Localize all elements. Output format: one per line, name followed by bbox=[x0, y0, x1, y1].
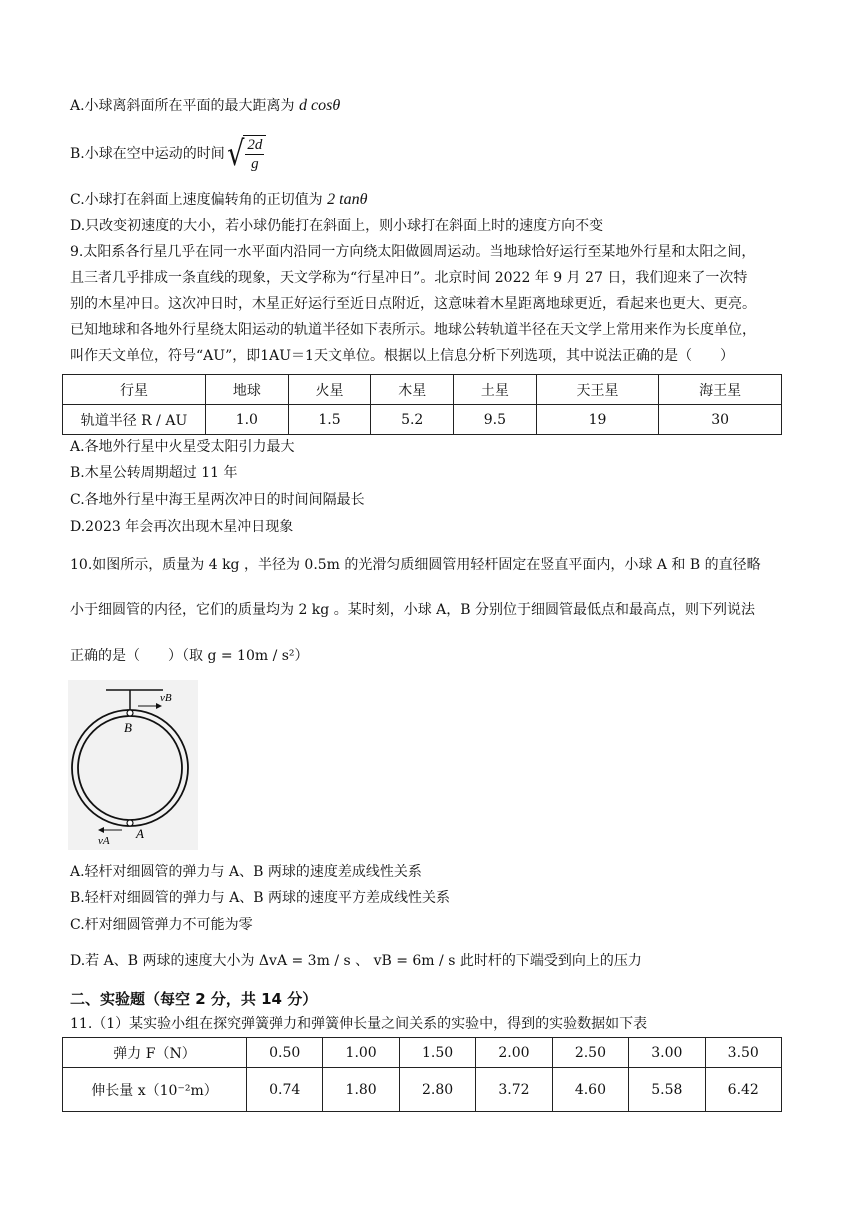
q9-option-a: A.各地外行星中火星受太阳引力最大 bbox=[70, 439, 295, 455]
table-header-cell: 行星 bbox=[63, 375, 206, 405]
table-cell: 3.72 bbox=[476, 1068, 552, 1112]
q10-option-b: B.轻杆对细圆管的弹力与 A、B 两球的速度平方差成线性关系 bbox=[70, 890, 451, 906]
table-cell: 4.60 bbox=[552, 1068, 628, 1112]
section-title: 二、实验题（每空 2 分，共 14 分） bbox=[70, 990, 318, 1008]
ball-a bbox=[127, 820, 133, 826]
q8-option-c-text: C.小球打在斜面上速度偏转角的正切值为 bbox=[70, 192, 323, 208]
q9-option-c: C.各地外行星中海王星两次冲日的时间间隔最长 bbox=[70, 492, 365, 508]
table-row bbox=[63, 1068, 782, 1112]
q9-stem-line: 已知地球和各地外行星绕太阳运动的轨道半径如下表所示。地球公转轨道半径在天文学上常用来作为长度单位， bbox=[70, 322, 756, 338]
table-header-cell: 火星 bbox=[288, 375, 371, 405]
q8-option-d: D.只改变初速度的大小，若小球仍能打在斜面上，则小球打在斜面上时的速度方向不变 bbox=[70, 218, 604, 234]
table-cell: 3.00 bbox=[629, 1038, 705, 1068]
q9-stem-line: 9.太阳系各行星几乎在同一水平面内沿同一方向绕太阳做圆周运动。当地球恰好运行至某地外行星和太阳之间， bbox=[70, 244, 756, 260]
q8-option-b-text: B.小球在空中运动的时间 bbox=[70, 146, 225, 162]
q9-stem-line: 且三者几乎排成一条直线的现象，天文学称为“行星冲日”。北京时间 2022 年 9 月 27 日，我们迎来了一次特 bbox=[70, 270, 748, 286]
q10-option-a: A.轻杆对细圆管的弹力与 A、B 两球的速度差成线性关系 bbox=[70, 864, 422, 880]
ball-b bbox=[127, 710, 133, 716]
q9-option-b: B.木星公转周期超过 11 年 bbox=[70, 465, 238, 481]
q8-option-c-formula: 2 tanθ bbox=[327, 191, 368, 208]
ball-b-label: B bbox=[124, 720, 132, 735]
q9-stem-line: 别的木星冲日。这次冲日时，木星正好运行至近日点附近，这意味着木星距离地球更近，看起来也更大、更亮。 bbox=[70, 296, 756, 312]
q8-option-a-text: A.小球离斜面所在平面的最大距离为 bbox=[70, 98, 295, 114]
table-cell: 2.00 bbox=[476, 1038, 552, 1068]
table-cell: 1.00 bbox=[323, 1038, 399, 1068]
q10-option-c: C.杆对细圆管弹力不可能为零 bbox=[70, 917, 253, 933]
table-row-label: 伸长量 x（10⁻²m） bbox=[63, 1068, 247, 1112]
table-cell: 0.74 bbox=[247, 1068, 323, 1112]
table-cell: 5.2 bbox=[371, 405, 454, 435]
q9-option-d: D.2023 年会再次出现木星冲日现象 bbox=[70, 519, 294, 535]
table-header-row bbox=[63, 375, 782, 405]
q11-stem-line: 11.（1）某实验小组在探究弹簧弹力和弹簧伸长量之间关系的实验中，得到的实验数据如下表 bbox=[70, 1016, 648, 1032]
q9-stem-line: 叫作天文单位，符号“AU”，即1AU＝1天文单位。根据以上信息分析下列选项，其中说法正确的是（ ） bbox=[70, 348, 734, 364]
table-cell: 1.80 bbox=[323, 1068, 399, 1112]
table-header-cell: 海王星 bbox=[659, 375, 782, 405]
planet-orbit-table bbox=[62, 374, 782, 435]
q10-stem-line: 正确的是（ ）（取 g = 10m / s²） bbox=[70, 648, 309, 664]
q10-option-d: D.若 A、B 两球的速度大小为 ΔvA = 3m / s 、 vB = 6m / s 此时杆的下端受到向上的压力 bbox=[70, 953, 642, 969]
table-row bbox=[63, 1038, 782, 1068]
table-header-cell: 天王星 bbox=[536, 375, 659, 405]
table-cell: 2.80 bbox=[399, 1068, 475, 1112]
table-header-cell: 土星 bbox=[454, 375, 537, 405]
table-cell: 6.42 bbox=[705, 1068, 781, 1112]
table-header-cell: 地球 bbox=[206, 375, 289, 405]
sqrt-formula: √ $\frac{2d}{g}$ bbox=[225, 135, 267, 173]
table-cell: 3.50 bbox=[705, 1038, 781, 1068]
q8-option-a bbox=[70, 96, 340, 116]
table-cell: 30 bbox=[659, 405, 782, 435]
q8-option-b bbox=[70, 132, 266, 176]
q10-stem-line: 小于细圆管的内径，它们的质量均为 2 kg 。某时刻，小球 A，B 分别位于细圆管最低点和最高点，则下列说法 bbox=[70, 602, 755, 618]
fraction-denominator: g bbox=[251, 156, 259, 172]
fraction-numerator: 2d bbox=[247, 137, 263, 153]
ring-tube-figure bbox=[68, 680, 198, 850]
spring-data-table bbox=[62, 1037, 782, 1112]
table-cell: 9.5 bbox=[454, 405, 537, 435]
ball-a-label: A bbox=[136, 826, 144, 841]
table-row bbox=[63, 405, 782, 435]
table-cell: 5.58 bbox=[629, 1068, 705, 1112]
q8-option-c bbox=[70, 190, 367, 210]
vb-label: vB bbox=[160, 692, 172, 704]
table-cell: 1.0 bbox=[206, 405, 289, 435]
va-label: vA bbox=[98, 835, 110, 847]
q8-option-a-formula: d cosθ bbox=[299, 97, 341, 114]
table-row-label: 弹力 F（N） bbox=[63, 1038, 247, 1068]
table-cell: 1.5 bbox=[288, 405, 371, 435]
table-cell: 2.50 bbox=[552, 1038, 628, 1068]
table-header-cell: 木星 bbox=[371, 375, 454, 405]
table-row-label: 轨道半径 R / AU bbox=[63, 405, 206, 435]
q10-stem-line: 10.如图所示，质量为 4 kg ，半径为 0.5m 的光滑匀质细圆管用轻杆固定在竖直平面内，小球 A 和 B 的直径略 bbox=[70, 557, 761, 573]
table-cell: 0.50 bbox=[247, 1038, 323, 1068]
table-cell: 19 bbox=[536, 405, 659, 435]
table-cell: 1.50 bbox=[399, 1038, 475, 1068]
